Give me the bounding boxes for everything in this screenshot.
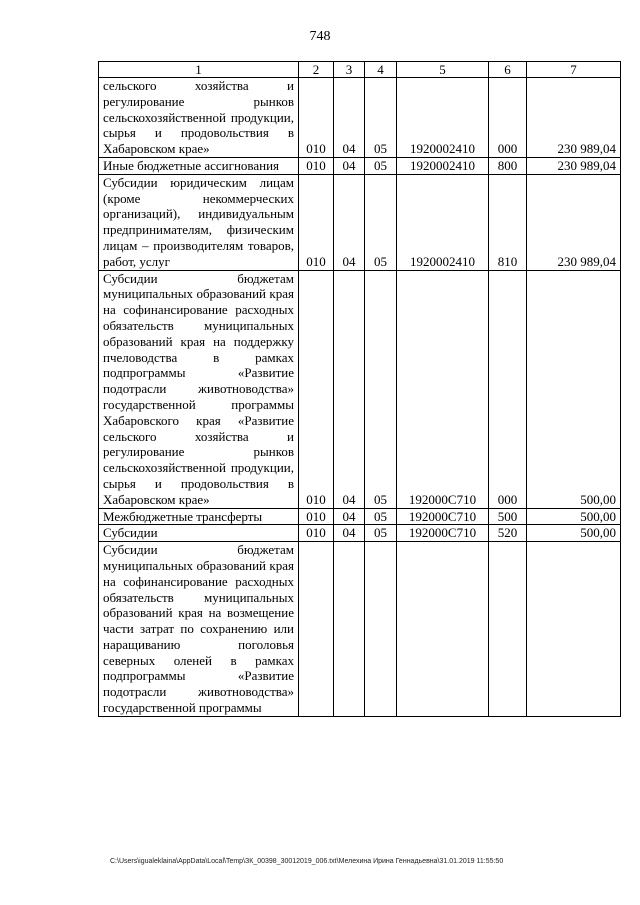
- expense-type-code: 500: [489, 508, 527, 525]
- subsection-code: 05: [365, 78, 397, 158]
- subsection-code: [365, 542, 397, 717]
- column-header: 1: [99, 62, 299, 78]
- section-code: [334, 542, 365, 717]
- amount: 500,00: [527, 270, 621, 508]
- column-header: 2: [299, 62, 334, 78]
- admin-code: 010: [299, 78, 334, 158]
- table-row: [99, 542, 621, 717]
- amount: 230 989,04: [527, 174, 621, 270]
- row-description: Субсидии: [99, 525, 299, 542]
- row-description: Иные бюджетные ассигнования: [99, 157, 299, 174]
- table-row: [99, 157, 621, 174]
- target-article-code: 1920002410: [397, 78, 489, 158]
- admin-code: [299, 542, 334, 717]
- subsection-code: 05: [365, 270, 397, 508]
- subsection-code: 05: [365, 525, 397, 542]
- section-code: 04: [334, 174, 365, 270]
- target-article-code: [397, 542, 489, 717]
- column-header: 5: [397, 62, 489, 78]
- column-header: 3: [334, 62, 365, 78]
- admin-code: 010: [299, 525, 334, 542]
- row-description: Субсидии бюджетам муниципальных образований края на софинансирование расходных обязательств муниципальных образований края на возмещение части затрат по сохранению или наращиванию поголовья северных оленей в рамках подпрограммы «Развитие подотрасли животноводства» государственной программы: [99, 542, 299, 717]
- subsection-code: 05: [365, 157, 397, 174]
- amount: 500,00: [527, 525, 621, 542]
- expense-type-code: 800: [489, 157, 527, 174]
- subsection-code: 05: [365, 508, 397, 525]
- row-description: Субсидии бюджетам муниципальных образований края на софинансирование расходных обязательств муниципальных образований края на поддержку пчеловодства в рамках подпрограммы «Развитие подотрасли животноводства» государственной программы Хабаровского края «Развитие сельского хозяйства и регулирование рынков сельскохозяйственной продукции, сырья и продовольствия в Хабаровском крае»: [99, 270, 299, 508]
- row-description: сельского хозяйства и регулирование рынков сельскохозяйственной продукции, сырья и продовольствия в Хабаровском крае»: [99, 78, 299, 158]
- target-article-code: 192000С710: [397, 508, 489, 525]
- amount: [527, 542, 621, 717]
- table-row: [99, 525, 621, 542]
- table-row: [99, 270, 621, 508]
- admin-code: 010: [299, 270, 334, 508]
- subsection-code: 05: [365, 174, 397, 270]
- table-header-row: [99, 62, 621, 78]
- column-header: 4: [365, 62, 397, 78]
- table-row: [99, 78, 621, 158]
- target-article-code: 1920002410: [397, 157, 489, 174]
- target-article-code: 1920002410: [397, 174, 489, 270]
- table-row: [99, 174, 621, 270]
- section-code: 04: [334, 157, 365, 174]
- expense-type-code: 000: [489, 78, 527, 158]
- expense-type-code: 520: [489, 525, 527, 542]
- admin-code: 010: [299, 174, 334, 270]
- section-code: 04: [334, 78, 365, 158]
- section-code: 04: [334, 525, 365, 542]
- admin-code: 010: [299, 508, 334, 525]
- expense-type-code: 810: [489, 174, 527, 270]
- amount: 230 989,04: [527, 157, 621, 174]
- target-article-code: 192000С710: [397, 270, 489, 508]
- admin-code: 010: [299, 157, 334, 174]
- row-description: Субсидии юридическим лицам (кроме некоммерческих организаций), индивидуальным предпринимателям, физическим лицам – производителям товаров, работ, услуг: [99, 174, 299, 270]
- amount: 500,00: [527, 508, 621, 525]
- page-number: 748: [309, 29, 331, 44]
- budget-table: [98, 61, 621, 717]
- column-header: 7: [527, 62, 621, 78]
- expense-type-code: 000: [489, 270, 527, 508]
- target-article-code: 192000С710: [397, 525, 489, 542]
- row-description: Межбюджетные трансферты: [99, 508, 299, 525]
- amount: 230 989,04: [527, 78, 621, 158]
- table-row: [99, 508, 621, 525]
- footer-file-path: C:\Users\igualeklaina\AppData\Local\Temp\ЗК_00398_30012019_006.txt\Мелехина Ирина Геннадьевна\31.01.2019 11:55:50: [110, 858, 504, 865]
- section-code: 04: [334, 508, 365, 525]
- column-header: 6: [489, 62, 527, 78]
- expense-type-code: [489, 542, 527, 717]
- section-code: 04: [334, 270, 365, 508]
